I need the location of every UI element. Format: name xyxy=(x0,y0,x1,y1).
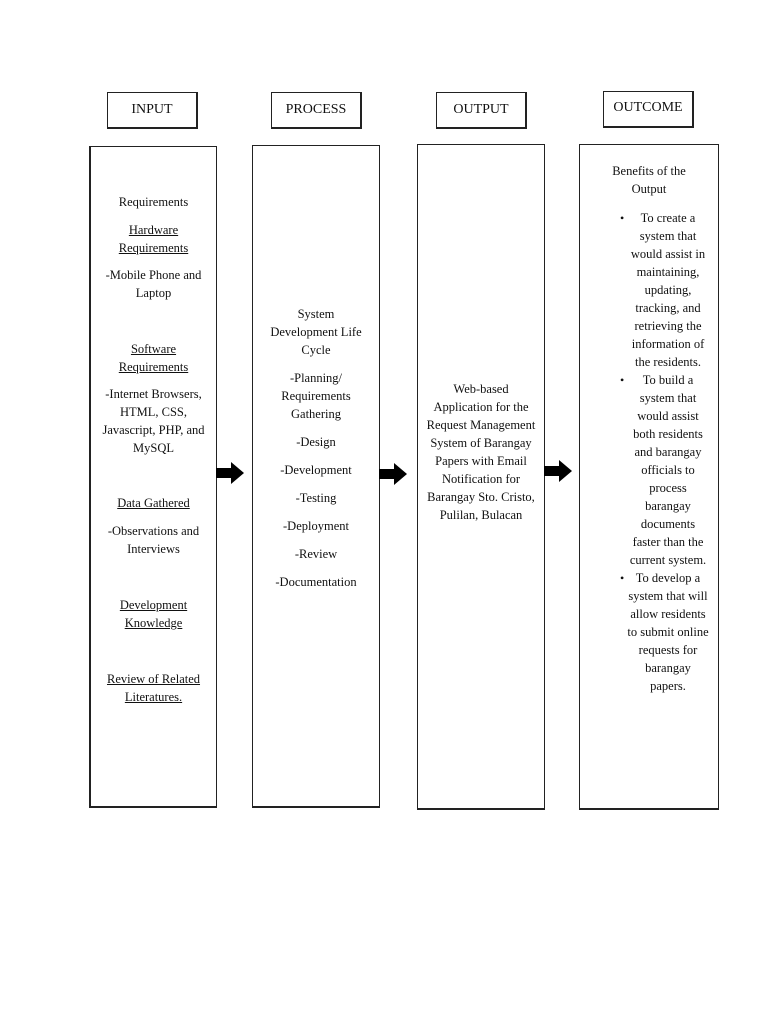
data-gathered-heading: Data Gathered xyxy=(117,496,190,510)
output-text: Web-based Application for the Request Management System of Barangay Papers with Email Notification for Barangay Sto. Cristo, Pulilan, Bulacan xyxy=(426,382,536,522)
process-step: -Development xyxy=(280,463,352,477)
process-box xyxy=(252,145,380,808)
right-arrow-icon xyxy=(544,460,572,482)
input-box xyxy=(89,146,217,808)
outcome-title: Benefits of the Output xyxy=(612,164,686,196)
process-step: -Documentation xyxy=(275,575,357,589)
list-item xyxy=(580,371,718,569)
outcome-bullet-list xyxy=(580,209,718,695)
review-literature-heading: Review of Related Literatures. xyxy=(106,672,201,704)
input-requirements: Requirements xyxy=(118,195,189,209)
header-input: INPUT xyxy=(107,92,198,129)
software-text: -Internet Browsers, HTML, CSS, Javascript, PHP, and MySQL xyxy=(102,387,205,455)
bullet-icon: • xyxy=(620,571,625,585)
bullet-icon: • xyxy=(620,373,625,387)
header-output: OUTPUT xyxy=(436,92,527,129)
output-box xyxy=(417,144,545,810)
hardware-heading: Hardware Requirements xyxy=(118,223,189,255)
process-title: System Development Life Cycle xyxy=(270,307,362,357)
bullet-text: To build a system that would assist both residents and barangay officials to process barangay documents faster than the current system. xyxy=(629,373,707,567)
bullet-text: To develop a system that will allow residents to submit online requests for barangay papers. xyxy=(627,571,709,693)
process-step: -Testing xyxy=(295,491,337,505)
right-arrow-icon xyxy=(216,462,244,484)
bullet-text: To create a system that would assist in maintaining, updating, tracking, and retrieving the information of the residents. xyxy=(630,211,706,369)
data-gathered-text: -Observations and Interviews xyxy=(107,524,200,556)
right-arrow-icon xyxy=(379,463,407,485)
header-process: PROCESS xyxy=(271,92,362,129)
list-item xyxy=(580,569,718,695)
process-step: -Design xyxy=(296,435,336,449)
development-knowledge-heading: Development Knowledge xyxy=(119,598,188,630)
process-step: -Review xyxy=(294,547,338,561)
hardware-text: -Mobile Phone and Laptop xyxy=(105,268,202,300)
process-step: -Deployment xyxy=(283,519,349,533)
header-outcome: OUTCOME xyxy=(603,91,694,128)
outcome-box xyxy=(579,144,719,810)
list-item xyxy=(580,209,718,371)
process-step: -Planning/ Requirements Gathering xyxy=(281,371,351,421)
software-heading: Software Requirements xyxy=(118,342,189,374)
bullet-icon: • xyxy=(620,211,625,225)
